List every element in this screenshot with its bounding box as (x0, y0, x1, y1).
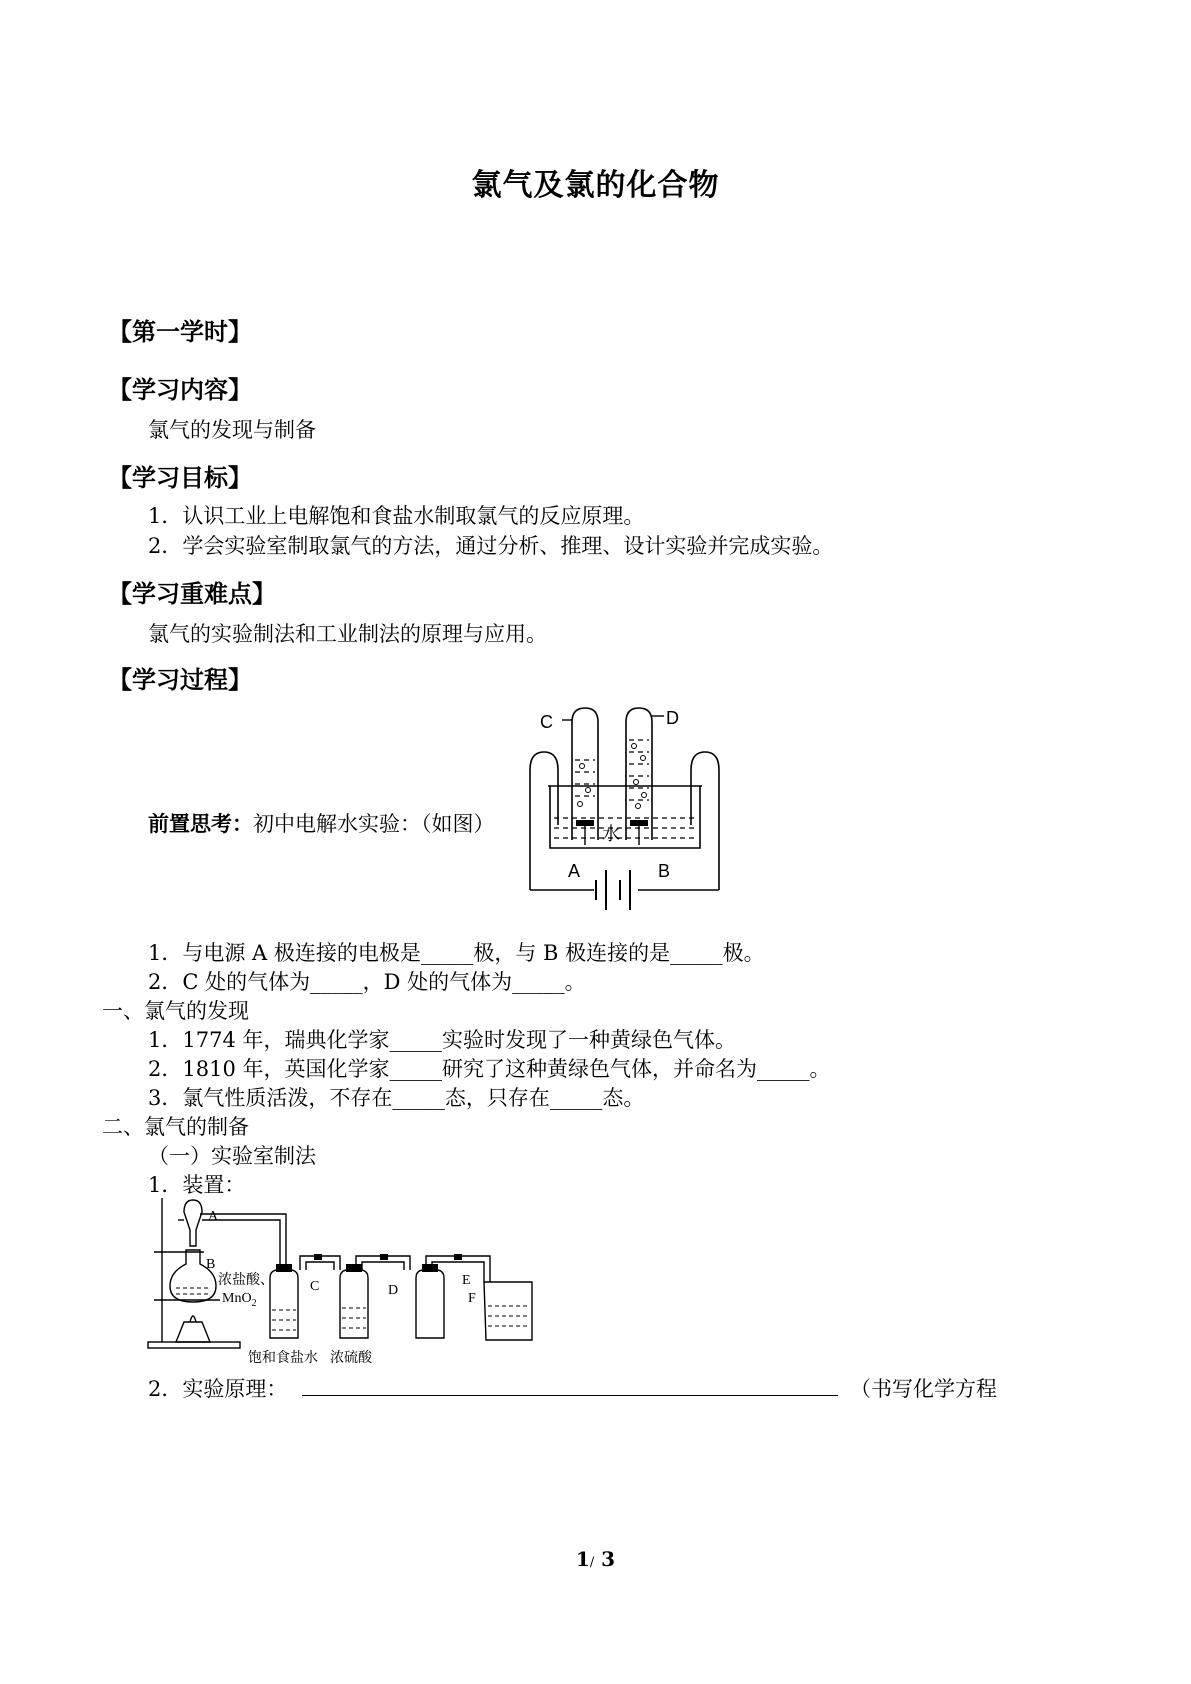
section2-item-1: 1．装置： (148, 1173, 246, 1197)
section2-item-2-label: 2．实验原理： (148, 1377, 288, 1401)
electrode-right (630, 820, 648, 826)
app-reagent-mno2: MnO$_2$ (222, 1291, 257, 1309)
section2-sub: （一）实验室制法 (148, 1144, 316, 1168)
label-d: D (666, 708, 679, 728)
section1-item-1: 1．1774 年，瑞典化学家_____实验时发现了一种黄绿色气体。 (148, 1028, 736, 1052)
stand-base (148, 1342, 240, 1348)
app-bottle-d-label: 浓硫酸 (330, 1351, 372, 1366)
app-label-a: A (208, 1209, 219, 1224)
app-label-c: C (310, 1279, 320, 1294)
label-b: B (658, 861, 671, 881)
beaker-f (484, 1282, 532, 1340)
answer-blank-line (302, 1395, 838, 1396)
wire-left (530, 752, 558, 890)
electrode-left (576, 820, 594, 826)
prethink-q2: 2．C 处的气体为_____，D 处的气体为_____。 (148, 970, 586, 994)
bottle-c (270, 1270, 298, 1338)
heading-lesson: 【第一学时】 (108, 318, 252, 346)
heading-goals: 【学习目标】 (108, 464, 252, 492)
prethink-q1: 1．与电源 A 极连接的电极是_____极，与 B 极连接的是_____极。 (148, 941, 765, 965)
page-footer (0, 1547, 1191, 1571)
section1-heading: 一、氯气的发现 (102, 999, 249, 1023)
goal-item-2: 2．学会实验室制取氯气的方法，通过分析、推理、设计实验并完成实验。 (148, 534, 834, 558)
beaker (548, 786, 702, 848)
separatory-funnel (184, 1200, 202, 1246)
section2-item-2-tail: （书写化学方程 (850, 1377, 997, 1401)
app-bottle-c-label: 饱和食盐水 (248, 1351, 318, 1366)
page-number: 1 (575, 1547, 590, 1571)
content-text: 氯气的发现与制备 (148, 418, 316, 442)
goal-item-1: 1．认识工业上电解饱和食盐水制取氯气的反应原理。 (148, 504, 645, 528)
electrolysis-diagram (526, 700, 726, 920)
section2-heading: 二、氯气的制备 (102, 1115, 249, 1139)
app-label-b: B (206, 1257, 216, 1272)
page-total: 3 (601, 1547, 616, 1571)
prethink-line (148, 808, 495, 838)
section1-item-3: 3．氯气性质活泼，不存在_____态，只存在_____态。 (148, 1086, 645, 1110)
prethink-text: 初中电解水实验：（如图） (253, 812, 495, 836)
label-water: 水 (602, 824, 620, 844)
app-label-d: D (388, 1283, 399, 1298)
section1-item-2: 2．1810 年，英国化学家_____研究了这种黄绿色气体，并命名为_____。 (148, 1057, 831, 1081)
prethink-label: 前置思考： (148, 812, 253, 836)
label-a: A (568, 861, 581, 881)
heading-keypoints: 【学习重难点】 (108, 580, 276, 608)
apparatus-diagram (140, 1190, 550, 1370)
page-separator: / (589, 1555, 595, 1570)
heading-process: 【学习过程】 (108, 666, 252, 694)
app-label-f: F (468, 1291, 476, 1306)
alcohol-lamp (176, 1322, 210, 1342)
wire-right (691, 752, 719, 890)
app-label-e: E (462, 1273, 471, 1288)
bottle-e (416, 1270, 444, 1338)
heading-content: 【学习内容】 (108, 376, 252, 404)
page-title: 氯气及氯的化合物 (471, 168, 720, 203)
app-reagent-acid: 浓盐酸、 (218, 1273, 274, 1288)
label-c: C (540, 712, 553, 732)
keypoints-text: 氯气的实验制法和工业制法的原理与应用。 (148, 622, 547, 646)
